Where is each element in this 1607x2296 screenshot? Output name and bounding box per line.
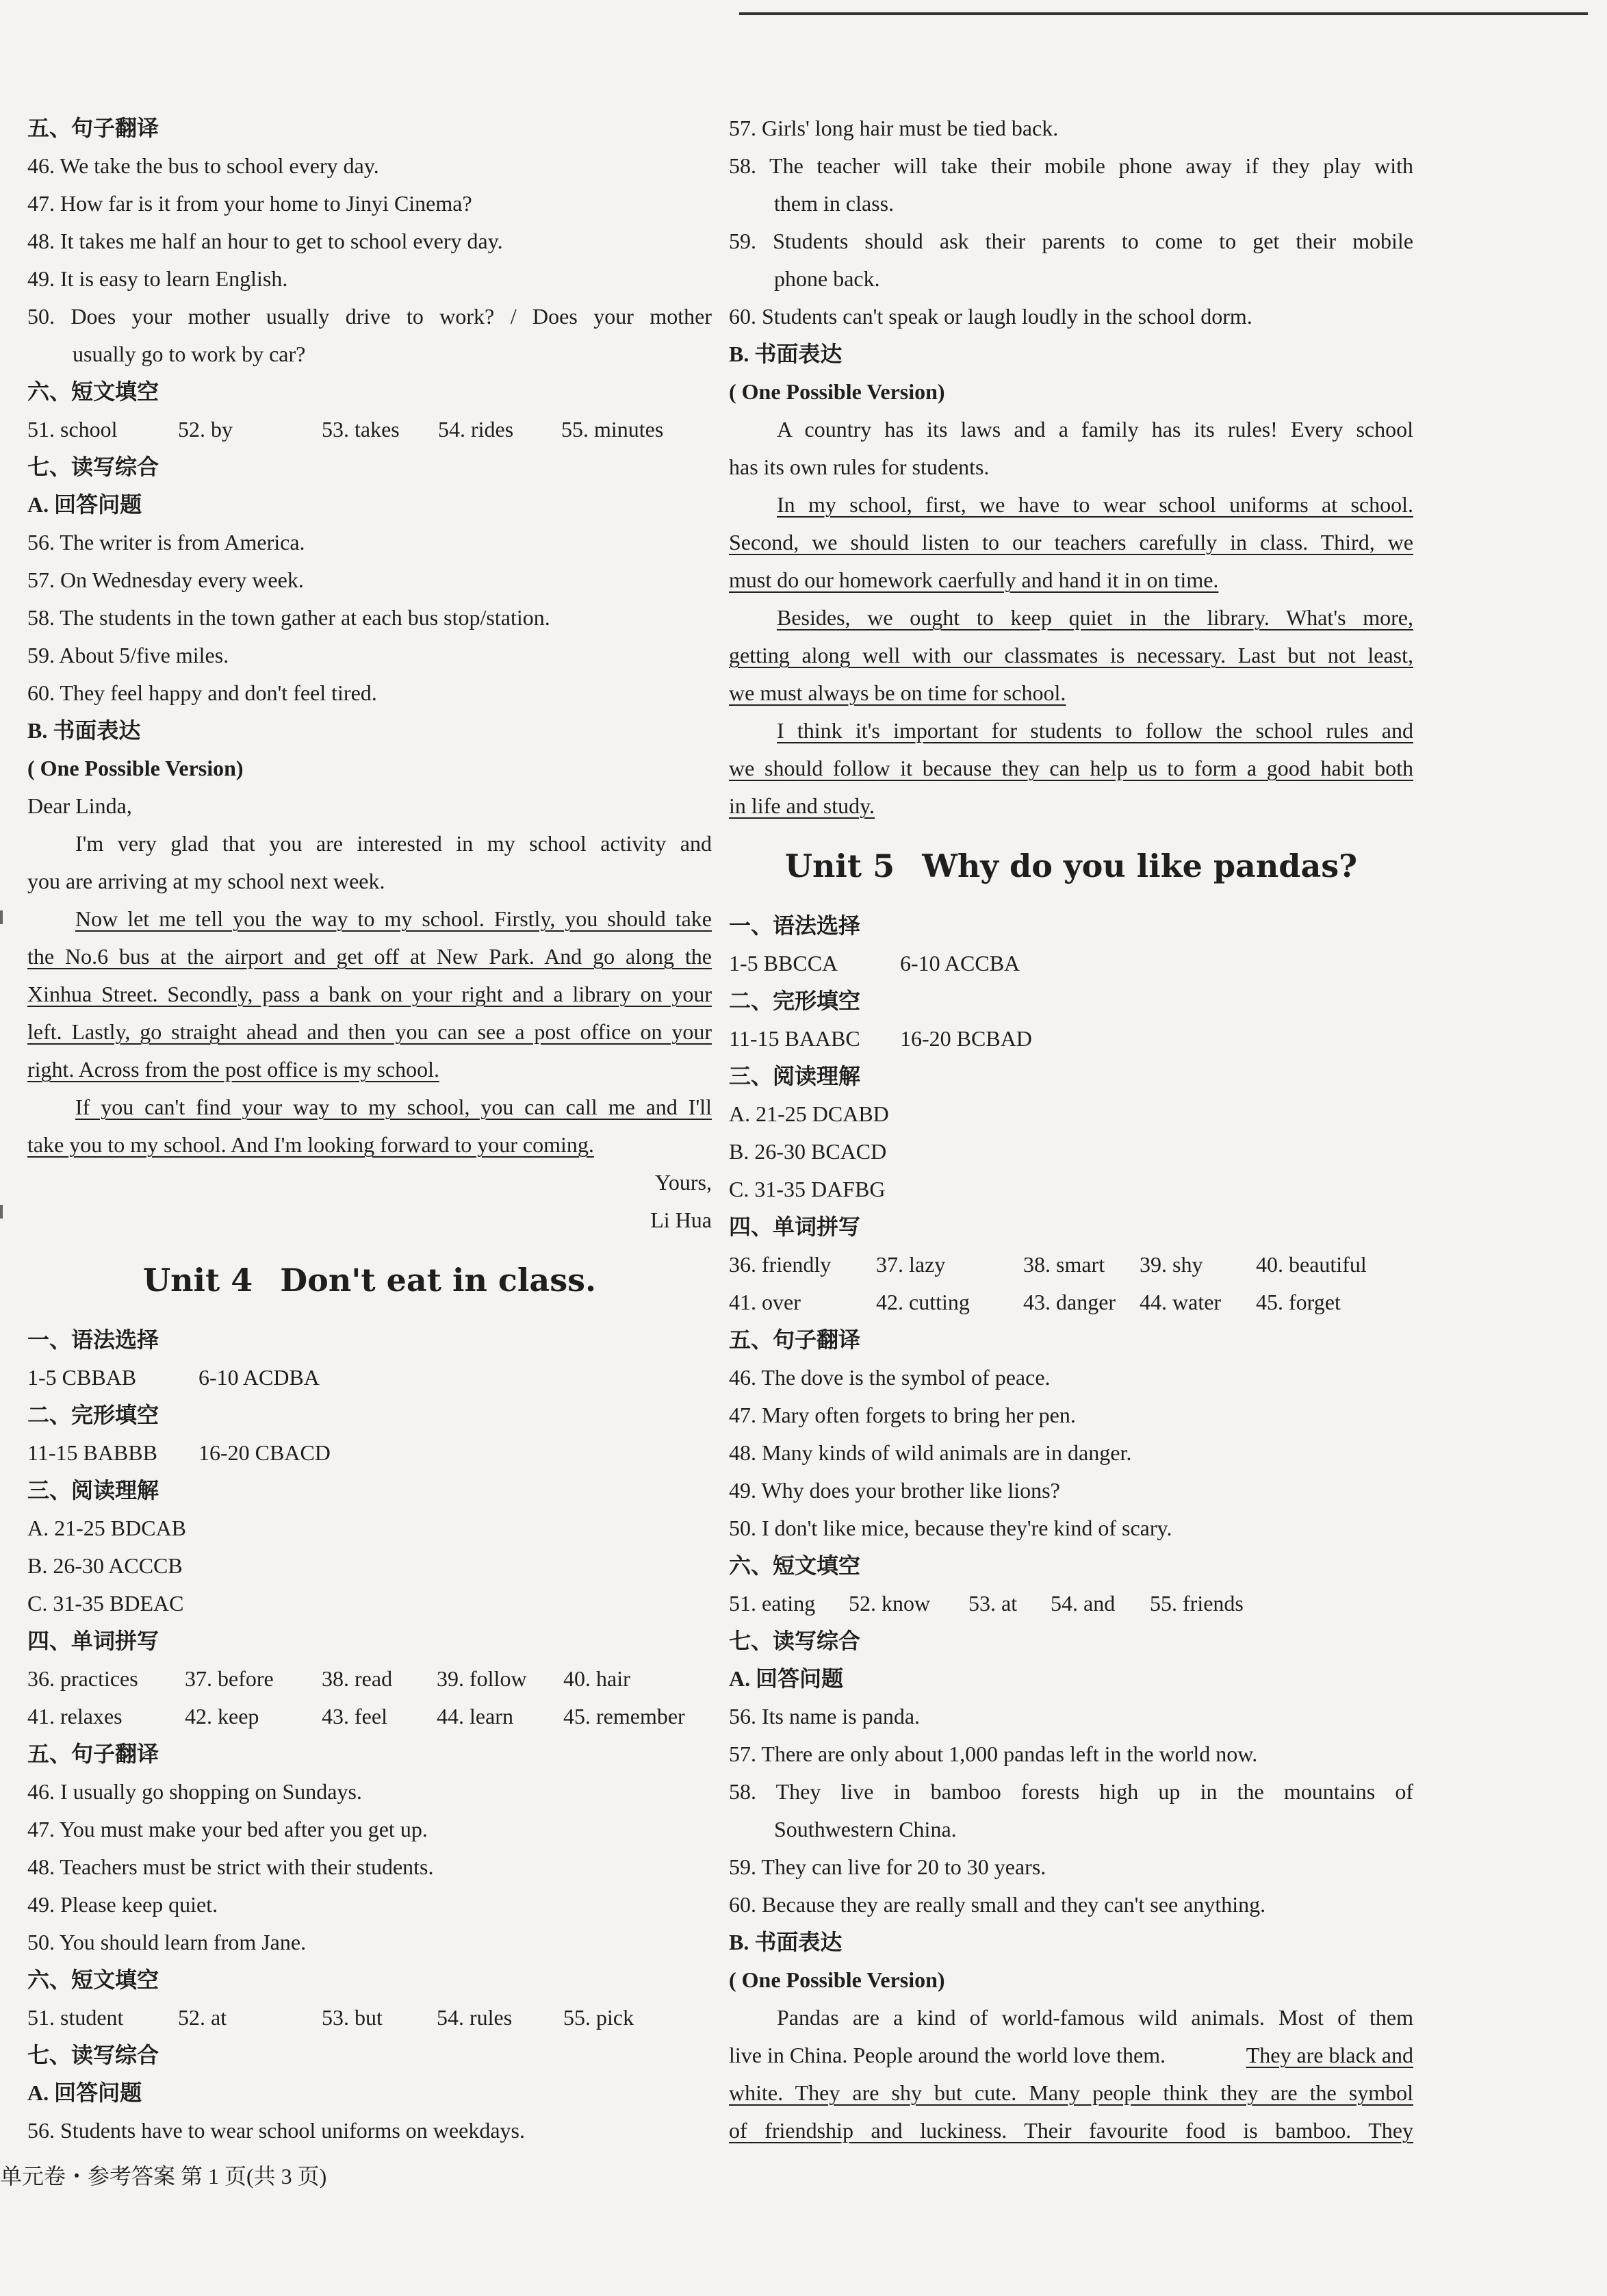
answer-item: 55. minutes <box>561 417 664 442</box>
version-label: ( One Possible Version) <box>27 756 244 780</box>
section-heading: 六、短文填空 <box>27 1967 159 1992</box>
answer-item: 38. smart <box>1023 1252 1105 1277</box>
list-item-continuation: Southwestern China. <box>774 1817 957 1841</box>
left-column <box>27 110 712 2150</box>
answer-item: 37. lazy <box>876 1252 946 1277</box>
section-heading: 一、语法选择 <box>729 913 861 938</box>
list-item: 47. You must make your bed after you get up. <box>27 1817 428 1841</box>
answer-row <box>27 1660 712 1698</box>
section-heading: 七、读写综合 <box>27 455 159 479</box>
answer-item: 55. friends <box>1150 1591 1244 1616</box>
list-item: C. 31-35 BDEAC <box>27 1591 184 1616</box>
answer-item: 53. takes <box>322 417 400 442</box>
answer-item: 37. before <box>185 1666 274 1691</box>
section-heading: 六、短文填空 <box>27 379 159 404</box>
section-heading: 三、阅读理解 <box>729 1064 861 1088</box>
list-item: 57. On Wednesday every week. <box>27 567 304 592</box>
underlined-text: I think it's important for students to follow the school rules and <box>777 718 1413 743</box>
list-item: 50. You should learn from Jane. <box>27 1930 307 1954</box>
answer-row <box>27 411 712 448</box>
answer-item: 54. rules <box>437 2005 513 2030</box>
list-item: 58. The teacher will take their mobile phone away if they play with <box>729 153 1413 178</box>
essay-line: I'm very glad that you are interested in my school activity and <box>75 831 712 856</box>
list-item: C. 31-35 DAFBG <box>729 1177 886 1201</box>
page-footer: 单元卷・参考答案 第 1 页(共 3 页) <box>0 2164 327 2189</box>
essay-line: Pandas are a kind of world-famous wild animals. Most of them <box>777 2005 1413 2030</box>
list-item: 50. Does your mother usually drive to work? / Does your mother <box>27 304 712 329</box>
answer-item: 6-10 ACCBA <box>900 951 1020 975</box>
answer-item: 41. relaxes <box>27 1704 123 1729</box>
underlined-text: the No.6 bus at the airport and get off at New Park. And go along the <box>27 944 712 969</box>
list-item: B. 26-30 BCACD <box>729 1139 887 1164</box>
list-item: 49. It is easy to learn English. <box>27 266 288 291</box>
essay-line <box>729 486 1413 524</box>
list-item: 47. Mary often forgets to bring her pen. <box>729 1403 1076 1427</box>
answer-row <box>27 1698 712 1735</box>
answer-item: 11-15 BAABC <box>729 1026 860 1051</box>
list-item: A. 21-25 DCABD <box>729 1101 889 1126</box>
margin-mark <box>0 1205 3 1219</box>
version-label: ( One Possible Version) <box>729 1967 945 1992</box>
essay-line <box>729 2037 1413 2074</box>
answer-item: 40. hair <box>563 1666 630 1691</box>
underlined-text: Now let me tell you the way to my school. Firstly, you should take <box>75 906 712 931</box>
answer-item: 51. school <box>27 417 118 442</box>
underlined-text: take you to my school. And I'm looking forward to your coming. <box>27 1132 594 1157</box>
underlined-text: getting along well with our classmates is necessary. Last but not least, <box>729 643 1413 667</box>
unit-title: Why do you like pandas? <box>922 847 1358 884</box>
section-heading: 一、语法选择 <box>27 1327 159 1352</box>
list-item: 47. How far is it from your home to Jinyi Cinema? <box>27 191 472 216</box>
answer-item: 51. student <box>27 2005 124 2030</box>
answer-item: 51. eating <box>729 1591 816 1616</box>
answer-item: 38. read <box>322 1666 393 1691</box>
underlined-text: must do our homework caerfully and hand it in on time. <box>729 567 1219 592</box>
list-item: 57. There are only about 1,000 pandas left in the world now. <box>729 1742 1258 1766</box>
answer-row <box>27 1434 712 1472</box>
answer-item: 1-5 BBCCA <box>729 951 838 975</box>
list-item: 48. It takes me half an hour to get to school every day. <box>27 229 503 253</box>
list-item: 57. Girls' long hair must be tied back. <box>729 116 1059 140</box>
list-item: 56. Its name is panda. <box>729 1704 921 1729</box>
underlined-text: of friendship and luckiness. Their favourite food is bamboo. They <box>729 2118 1413 2143</box>
essay-line <box>729 637 1413 674</box>
answer-item: 45. remember <box>563 1704 685 1729</box>
answer-item: 16-20 BCBAD <box>900 1026 1032 1051</box>
unit-heading <box>729 825 1413 907</box>
section-heading: 四、单词拼写 <box>27 1629 159 1653</box>
answer-item: 52. at <box>178 2005 227 2030</box>
letter-greeting: Dear Linda, <box>27 793 132 818</box>
section-heading: 二、完形填空 <box>729 988 861 1013</box>
answer-row <box>729 1284 1413 1321</box>
underlined-text: white. They are shy but cute. Many people think they are the symbol <box>729 2080 1413 2105</box>
answer-item: 43. feel <box>322 1704 387 1729</box>
essay-line: A country has its laws and a family has its rules! Every school <box>777 417 1413 442</box>
answer-item: 53. at <box>968 1591 1018 1616</box>
section-heading: 五、句子翻译 <box>27 1742 159 1766</box>
essay-line <box>27 1051 712 1088</box>
list-item: 56. Students have to wear school uniforms on weekdays. <box>27 2118 525 2143</box>
essay-line <box>729 674 1413 712</box>
unit-number: Unit 5 <box>784 847 895 884</box>
list-item: A. 21-25 BDCAB <box>27 1516 187 1540</box>
answer-item: 54. and <box>1051 1591 1116 1616</box>
essay-line: has its own rules for students. <box>729 455 990 479</box>
underlined-text: left. Lastly, go straight ahead and then you can see a post office on your <box>27 1019 712 1044</box>
answer-item: 53. but <box>322 2005 383 2030</box>
section-heading: 五、句子翻译 <box>27 116 159 140</box>
list-item: 46. We take the bus to school every day. <box>27 153 379 178</box>
top-rule <box>739 12 1588 15</box>
section-heading: 七、读写综合 <box>729 1629 861 1653</box>
answer-item: 36. practices <box>27 1666 138 1691</box>
list-item: 58. The students in the town gather at each bus stop/station. <box>27 605 550 630</box>
essay-line <box>27 1126 712 1164</box>
underlined-text: Xinhua Street. Secondly, pass a bank on your right and a library on your <box>27 982 712 1006</box>
answer-item: 52. know <box>849 1591 931 1616</box>
underlined-text: we must always be on time for school. <box>729 680 1066 705</box>
section-heading: 四、单词拼写 <box>729 1214 861 1239</box>
essay-line <box>729 524 1413 561</box>
subsection-heading: B. 书面表达 <box>27 718 141 743</box>
list-item: B. 26-30 ACCCB <box>27 1553 183 1578</box>
answer-item: 45. forget <box>1256 1290 1341 1314</box>
list-item: 60. They feel happy and don't feel tired. <box>27 680 377 705</box>
subsection-heading: A. 回答问题 <box>729 1666 844 1691</box>
essay-line <box>729 561 1413 599</box>
subsection-heading: B. 书面表达 <box>729 1930 843 1954</box>
answer-item: 41. over <box>729 1290 801 1314</box>
unit-heading <box>27 1239 712 1321</box>
underlined-text: right. Across from the post office is my school. <box>27 1057 439 1082</box>
answer-row <box>27 1999 712 2037</box>
list-item: 59. They can live for 20 to 30 years. <box>729 1854 1046 1879</box>
underlined-text: In my school, first, we have to wear school uniforms at school. <box>777 492 1413 517</box>
list-item-continuation: usually go to work by car? <box>73 342 306 366</box>
answer-row <box>729 1246 1413 1284</box>
section-heading: 二、完形填空 <box>27 1403 159 1427</box>
list-item-continuation: phone back. <box>774 266 880 291</box>
essay-line <box>729 750 1413 787</box>
margin-mark <box>0 910 3 924</box>
section-heading: 六、短文填空 <box>729 1553 861 1578</box>
section-heading: 五、句子翻译 <box>729 1327 861 1352</box>
essay-line <box>729 2112 1413 2150</box>
list-item: 56. The writer is from America. <box>27 530 305 554</box>
answer-item: 55. pick <box>563 2005 634 2030</box>
list-item: 46. I usually go shopping on Sundays. <box>27 1779 362 1804</box>
answer-row <box>729 1585 1413 1622</box>
essay-line <box>729 712 1413 750</box>
answer-item: 54. rides <box>438 417 514 442</box>
essay-line <box>729 2074 1413 2112</box>
answer-item: 1-5 CBBAB <box>27 1365 137 1390</box>
answer-item: 44. water <box>1140 1290 1222 1314</box>
essay-line: you are arriving at my school next week. <box>27 869 385 893</box>
answer-item: 16-20 CBACD <box>198 1440 331 1465</box>
subsection-heading: B. 书面表达 <box>729 342 843 366</box>
unit-title: Don't eat in class. <box>280 1262 597 1299</box>
essay-line <box>27 1088 712 1126</box>
answer-item: 11-15 BABBB <box>27 1440 157 1465</box>
answer-row <box>27 1359 712 1396</box>
essay-line <box>729 787 1413 825</box>
essay-line <box>27 900 712 938</box>
list-item: 49. Please keep quiet. <box>27 1892 218 1917</box>
list-item-continuation: them in class. <box>774 191 895 216</box>
answer-item: 44. learn <box>437 1704 513 1729</box>
essay-line <box>27 1013 712 1051</box>
list-item: 60. Students can't speak or laugh loudly in the school dorm. <box>729 304 1252 329</box>
underlined-text: Second, we should listen to our teachers carefully in class. Third, we <box>729 530 1413 554</box>
underlined-text: Besides, we ought to keep quiet in the library. What's more, <box>777 605 1413 630</box>
answer-item: 6-10 ACDBA <box>198 1365 320 1390</box>
list-item: 60. Because they are really small and they can't see anything. <box>729 1892 1266 1917</box>
answer-item: 43. danger <box>1023 1290 1116 1314</box>
essay-text: live in China. People around the world love them. <box>729 2043 1166 2067</box>
answer-item: 42. cutting <box>876 1290 970 1314</box>
list-item: 58. They live in bamboo forests high up in the mountains of <box>729 1779 1413 1804</box>
essay-line <box>27 938 712 975</box>
list-item: 49. Why does your brother like lions? <box>729 1478 1060 1503</box>
answer-item: 39. follow <box>437 1666 527 1691</box>
section-heading: 七、读写综合 <box>27 2043 159 2067</box>
list-item: 48. Teachers must be strict with their students. <box>27 1854 434 1879</box>
essay-line <box>729 599 1413 637</box>
answer-row <box>729 945 1413 982</box>
answer-item: 36. friendly <box>729 1252 832 1277</box>
list-item: 50. I don't like mice, because they're kind of scary. <box>729 1516 1172 1540</box>
subsection-heading: A. 回答问题 <box>27 492 142 517</box>
answer-item: 52. by <box>178 417 233 442</box>
section-heading: 三、阅读理解 <box>27 1478 159 1503</box>
letter-signature: Li Hua <box>650 1208 712 1232</box>
subsection-heading: A. 回答问题 <box>27 2080 142 2105</box>
list-item: 46. The dove is the symbol of peace. <box>729 1365 1051 1390</box>
list-item: 59. About 5/five miles. <box>27 643 229 667</box>
underlined-text: If you can't find your way to my school, you can call me and I'll <box>75 1095 712 1119</box>
unit-number: Unit 4 <box>142 1262 253 1299</box>
underlined-text: They are black and <box>1246 2043 1413 2067</box>
underlined-text: in life and study. <box>729 793 875 818</box>
answer-item: 39. shy <box>1140 1252 1203 1277</box>
answer-item: 40. beautiful <box>1256 1252 1367 1277</box>
answer-row <box>729 1020 1413 1058</box>
list-item: 59. Students should ask their parents to come to get their mobile <box>729 229 1413 253</box>
list-item: 48. Many kinds of wild animals are in danger. <box>729 1440 1132 1465</box>
answer-item: 42. keep <box>185 1704 259 1729</box>
right-column <box>729 110 1413 2150</box>
essay-line <box>27 975 712 1013</box>
letter-closing: Yours, <box>654 1170 712 1195</box>
underlined-text: we should follow it because they can help us to form a good habit both <box>729 756 1413 780</box>
version-label: ( One Possible Version) <box>729 379 945 404</box>
